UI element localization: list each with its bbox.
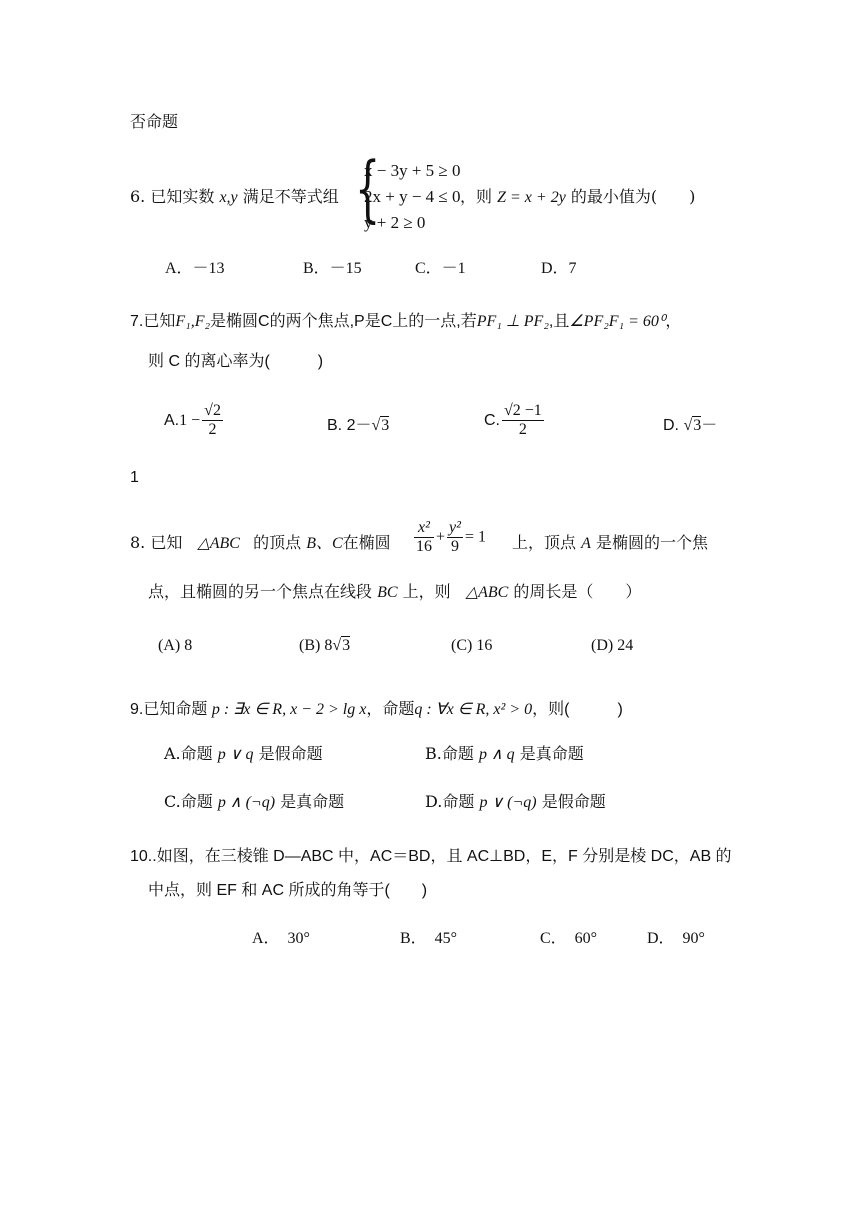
q10-line-2: 中点，则 EF 和 AC 所成的角等于( ) (148, 882, 428, 899)
q9-stem-a: 9.已知命题 (130, 701, 208, 718)
q8-opt-b-radicand: 3 (342, 637, 351, 654)
q8-ellipse: $\frac{\text{x²}}{16}$ + $\frac{\text{y²}}{9}$ = 1 (416, 519, 486, 556)
q6-option-d: D．7 (541, 260, 577, 277)
q6-stem (130, 187, 339, 207)
q9-opt-b-tail: 是真命题 (519, 744, 584, 763)
q8-bc: B、C (306, 535, 343, 552)
q9-p-def: p : ∃x ∈ R, x − 2 > lg x (211, 701, 367, 718)
q9-option-a (164, 744, 323, 764)
q7-option-b (327, 416, 389, 435)
q7-opt-c-frac (502, 402, 544, 440)
q8-line1-b: 的顶点 (253, 533, 302, 552)
q6-stem-d: 的最小值为( ) (570, 187, 696, 206)
q7-opt-a-radicand: 2 (212, 402, 221, 419)
q9-opt-c-expr: p ∧ (¬q) (217, 794, 276, 811)
q7-opt-a-label: A. (164, 412, 180, 430)
q6-option-a: A．－13 (165, 260, 225, 277)
q9-opt-d-label: D.命题 (425, 792, 475, 811)
q9-option-c (164, 792, 344, 812)
q9-stem (130, 700, 623, 719)
q8-opt-b-sqrt: √3 (332, 637, 351, 654)
q6-system-line-3: y + 2 ≥ 0 (364, 213, 426, 232)
q8-ellipse-rhs: = 1 (464, 528, 486, 546)
q7-opt-d-label: D. (663, 417, 679, 434)
q7-opt-c-label: C. (484, 412, 500, 430)
q10-option-a: A． 30° (252, 930, 310, 947)
q7-opt-b-label: B. 2－ (327, 417, 372, 434)
q10-option-b: B． 45° (400, 930, 458, 947)
q6-option-b: B．－15 (303, 260, 362, 277)
q8-ellipse-y-frac (447, 519, 463, 557)
q8-option-c: (C) 16 (451, 637, 493, 654)
q6-objective: Z = x + 2y (497, 189, 566, 206)
q7-opt-a-numerator: √2 (202, 402, 223, 421)
q7-line1-b: 是椭圆C的两个焦点,P是C上的一点,若 (210, 313, 477, 330)
q7-line1-a: 7.已知 (130, 313, 176, 330)
q8-ellipse-x-den: 16 (416, 538, 432, 556)
q8-line2-triangle: △ABC (465, 584, 509, 601)
q7-opt-a-denominator: 2 (208, 421, 217, 439)
q6-stem-a: 6. 已知实数 (130, 187, 215, 206)
q9-opt-d-tail: 是假命题 (541, 792, 606, 811)
q9-opt-a-tail: 是假命题 (258, 744, 323, 763)
q8-line1-d: 上，顶点 (512, 533, 577, 552)
q6-system-line-2: 2x + y − 4 ≤ 0 (364, 187, 461, 206)
q7-opt-d-sqrt: √3 (683, 417, 702, 434)
q8-segment: BC (377, 584, 398, 601)
q9-opt-c-tail: 是真命题 (280, 792, 345, 811)
q7-opt-d-radicand: 3 (693, 417, 702, 434)
q9-opt-d-expr: p ∨ (¬q) (479, 794, 537, 811)
q8-ellipse-y-den: 9 (450, 538, 459, 556)
q9-option-d (425, 792, 606, 812)
q6-stem-b: 满足不等式组 (242, 187, 339, 206)
q8-option-d: (D) 24 (591, 637, 634, 654)
q7-line-2: 则 C 的离心率为( ) (148, 353, 324, 370)
q6-stem-tail (460, 187, 695, 207)
q8-line2-a: 点，且椭圆的另一个焦点在线段 (148, 582, 373, 601)
q9-opt-b-expr: p ∧ q (478, 746, 515, 763)
q10-option-c: C． 60° (540, 930, 598, 947)
q6-vars: x,y (219, 189, 238, 206)
q8-line1-a: 8. 已知 (130, 533, 183, 552)
q8-line1-c: 在椭圆 (342, 533, 391, 552)
q7-opt-c-num-text: 2 −1 (512, 402, 542, 419)
q7-opt-b-radicand: 3 (381, 417, 390, 434)
q8-ellipse-y-num: y² (447, 519, 463, 538)
intro-text: 否命题 (130, 112, 179, 131)
q9-opt-b-label: B.命题 (425, 744, 474, 763)
q7-opt-a-frac (202, 402, 223, 440)
q8-line2-c: 的周长是（ ） (513, 582, 642, 601)
q9-q-def: q : ∀x ∈ R, x² > 0 (414, 701, 533, 718)
q7-opt-c-denominator: 2 (518, 421, 527, 439)
q6-system-line-1: x − 3y + 5 ≥ 0 (364, 161, 461, 180)
q7-angle: ∠PF₂F₁ = 60⁰ (569, 313, 666, 330)
q8-line1-e: 是椭圆的一个焦 (595, 533, 708, 552)
q8-triangle: △ABC (197, 535, 240, 552)
q8-option-b (299, 636, 350, 655)
q7-foci: F₁,F₂ (175, 313, 211, 330)
q7-opt-d-tail: － (701, 417, 718, 434)
q10-option-d: D． 90° (647, 930, 705, 947)
q7-opt-c-numerator: √2 −1 (502, 402, 544, 421)
q7-option-d (663, 416, 717, 435)
q6-option-c: C．－1 (415, 260, 466, 277)
q9-opt-a-label: A.命题 (164, 744, 213, 763)
q9-option-b (425, 744, 584, 764)
q7-opt-b-sqrt: √3 (371, 417, 390, 434)
q6-stem-c: ，则 (460, 187, 493, 206)
q7-option-c (484, 402, 546, 440)
q8-ellipse-x-num: x² (414, 519, 434, 538)
q8-line-1 (130, 533, 391, 553)
q8-line-2 (148, 582, 641, 602)
q8-option-a: (A) 8 (158, 637, 193, 654)
q7-option-d-wrap: 1 (130, 469, 139, 486)
q7-opt-a-expr: 1 − (179, 412, 201, 430)
q7-line1-c: ,且 (548, 313, 570, 330)
q7-condition: PF₁ ⊥ PF₂ (476, 313, 549, 330)
q8-line2-b: 上，则 (402, 582, 451, 601)
q9-opt-c-label: C.命题 (164, 792, 213, 811)
q8-opt-b-text: (B) 8 (299, 637, 333, 654)
q9-stem-b: ，命题 (366, 701, 415, 718)
q8-ellipse-x-frac (414, 519, 434, 557)
q6-system-brace: { (355, 146, 381, 230)
q7-line1-d: ， (665, 313, 682, 330)
q9-stem-c: ，则( ) (532, 701, 623, 718)
q8-vertex-a: A (581, 535, 591, 552)
q7-line-1 (130, 312, 681, 331)
q10-line-1: 10..如图，在三棱锥 D—ABC 中，AC＝BD，且 AC⊥BD，E，F 分别是棱 DC，AB 的 (130, 848, 732, 865)
q8-line-1-tail (512, 533, 708, 553)
q7-option-a (164, 402, 225, 440)
q9-opt-a-expr: p ∨ q (217, 746, 254, 763)
